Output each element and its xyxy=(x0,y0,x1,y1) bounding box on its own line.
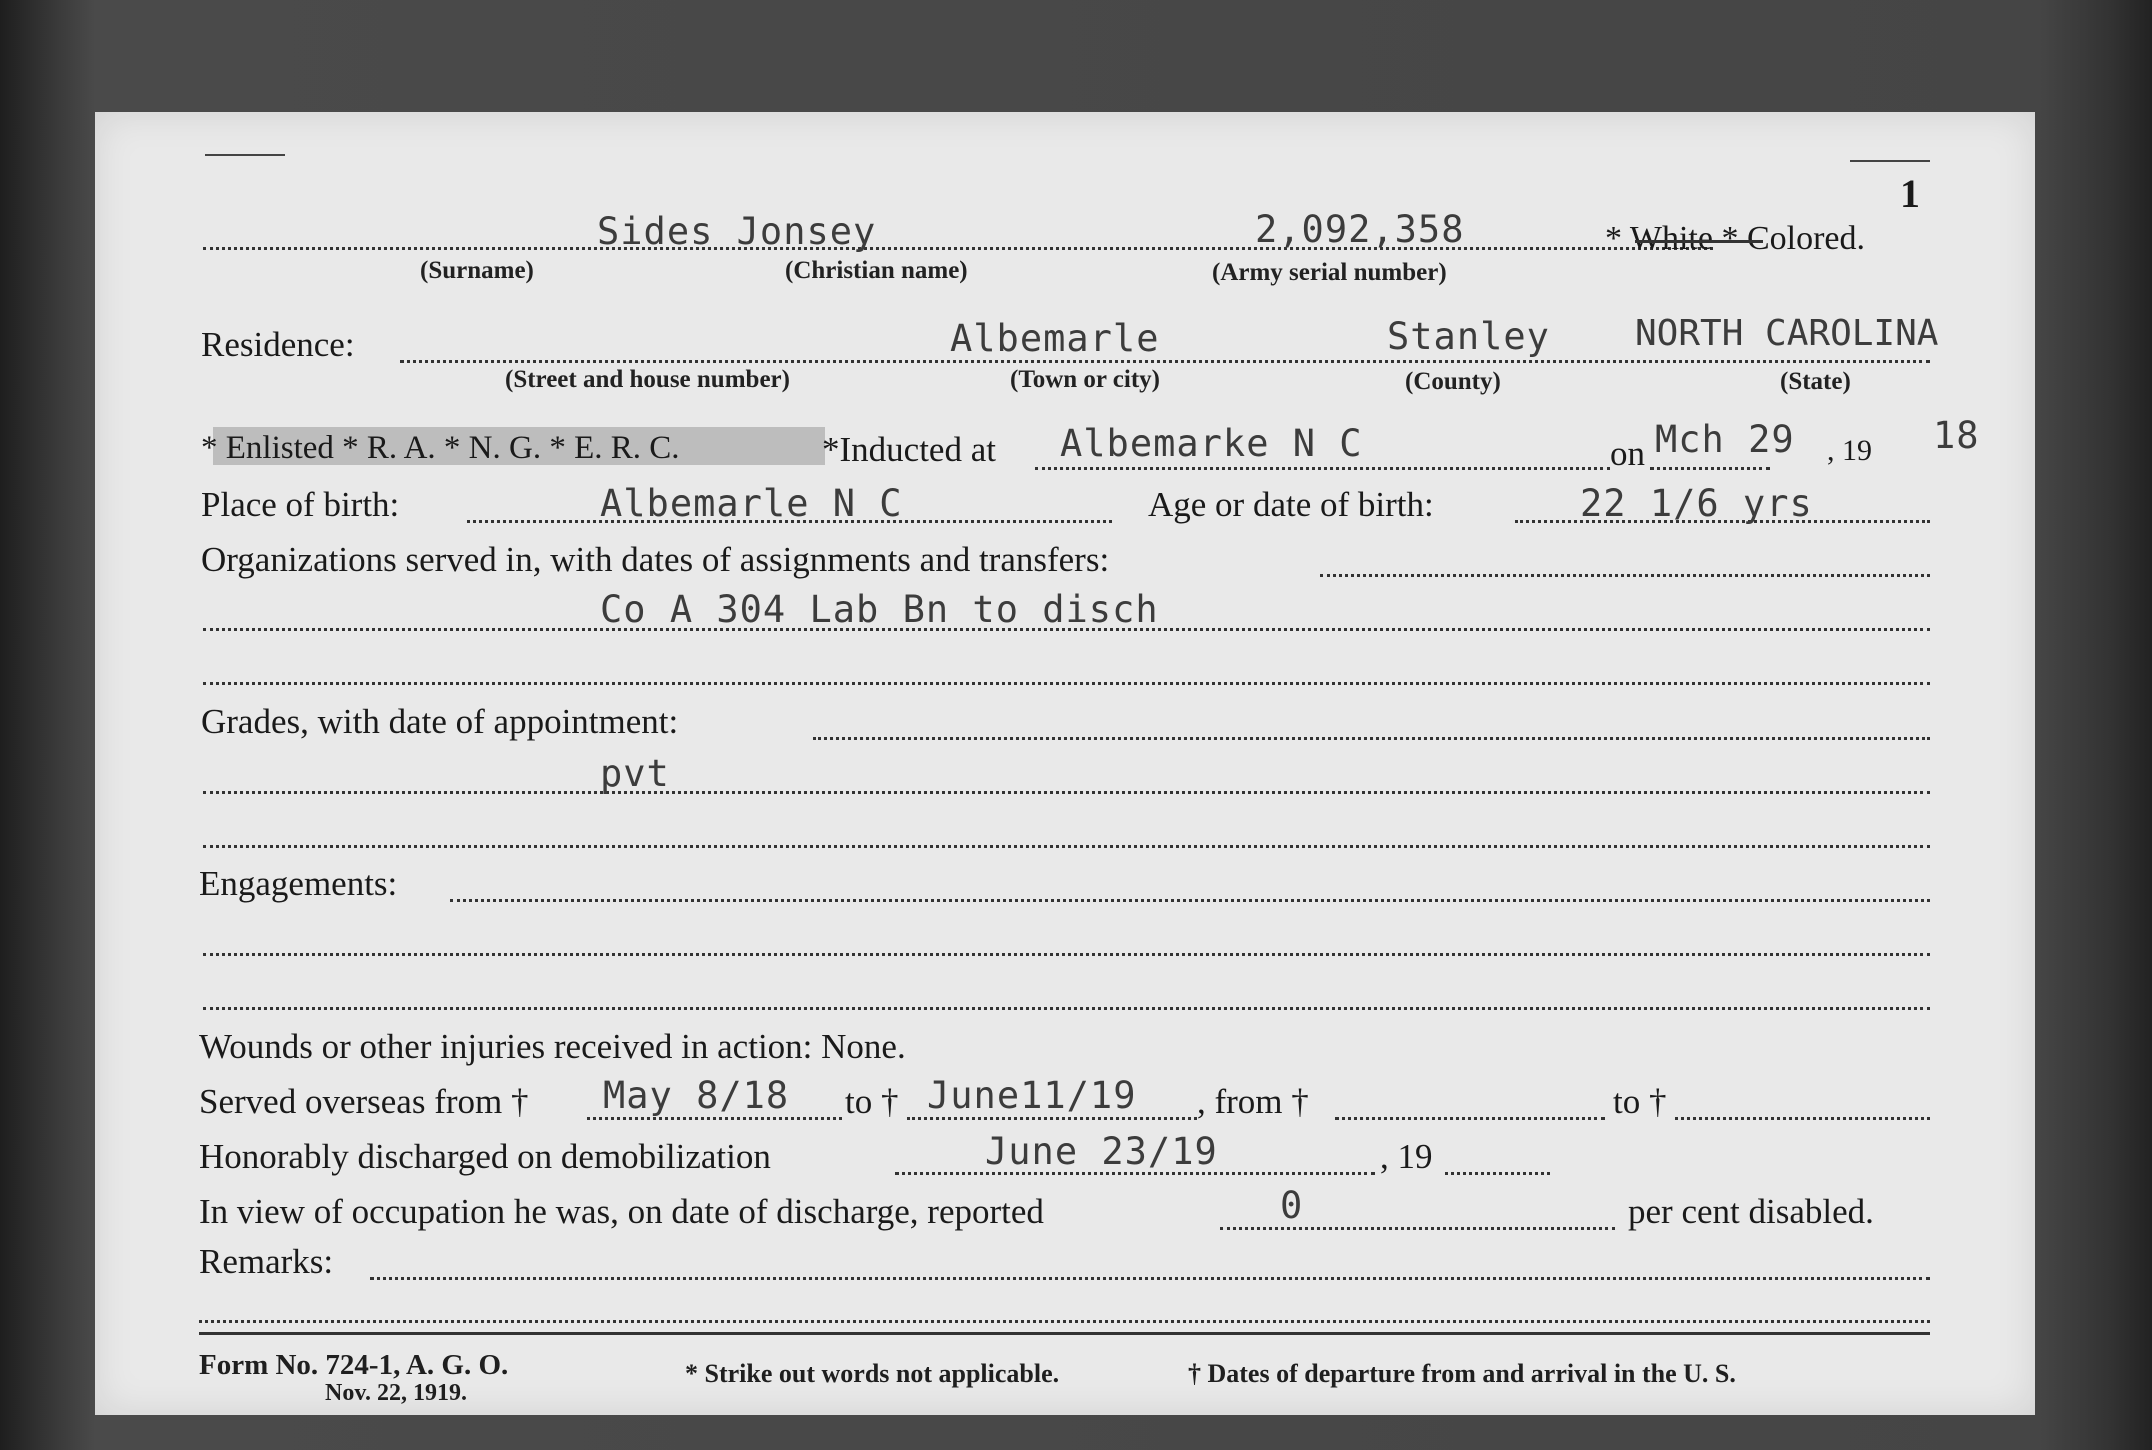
form-date: Nov. 22, 1919. xyxy=(325,1380,468,1406)
caption-serial: (Army serial number) xyxy=(1212,259,1447,286)
engagements-label: Engagements: xyxy=(199,864,398,903)
inducted-date: Mch 29 xyxy=(1655,418,1795,461)
caption-county: (County) xyxy=(1405,368,1501,395)
white-strikeout xyxy=(1635,240,1763,243)
disabled-line xyxy=(1220,1227,1615,1230)
residence-town: Albemarle xyxy=(950,317,1160,360)
inducted-year: 18 xyxy=(1933,414,1980,457)
dates-note: † Dates of departure from and arrival in the U. S. xyxy=(1188,1359,1736,1388)
grades-label: Grades, with date of appointment: xyxy=(201,702,679,741)
overseas-to-value: June11/19 xyxy=(927,1074,1137,1117)
grades-line-3 xyxy=(203,845,1930,848)
form-number: Form No. 724-1, A. G. O. xyxy=(199,1349,509,1381)
remarks-label: Remarks: xyxy=(199,1242,334,1281)
name-line xyxy=(203,247,1713,250)
occupation-label: In view of occupation he was, on date of discharge, reported xyxy=(199,1192,1044,1231)
overseas-label: Served overseas from † xyxy=(199,1082,529,1121)
from2-line xyxy=(1335,1117,1605,1120)
discharged-label: Honorably discharged on demobilization xyxy=(199,1137,771,1176)
age-value: 22 1/6 yrs xyxy=(1580,482,1813,525)
wounds-text: Wounds or other injuries received in action: None. xyxy=(199,1027,906,1066)
caption-surname: (Surname) xyxy=(420,257,534,284)
birth-place-value: Albemarle N C xyxy=(600,482,903,525)
engagements-line-2 xyxy=(203,953,1930,956)
card-number: 1 xyxy=(1900,171,1920,216)
serial-value: 2,092,358 xyxy=(1255,208,1465,251)
residence-line xyxy=(400,360,1930,363)
top-right-rule xyxy=(1850,160,1930,162)
top-left-rule xyxy=(205,154,285,156)
discharged-value: June 23/19 xyxy=(985,1130,1218,1173)
residence-label: Residence: xyxy=(201,325,355,364)
overseas-from-line xyxy=(587,1117,842,1120)
grades-value: pvt xyxy=(600,752,670,795)
from2-label: , from † xyxy=(1197,1082,1309,1121)
strike-note: * Strike out words not applicable. xyxy=(685,1359,1060,1388)
surname-value: Sides Jonsey xyxy=(597,210,877,253)
service-record-card xyxy=(95,112,2035,1415)
to2-label: to † xyxy=(1613,1082,1667,1121)
inducted-place: Albemarke N C xyxy=(1060,422,1363,465)
discharged-year: , 19 xyxy=(1380,1137,1433,1176)
caption-street: (Street and house number) xyxy=(505,366,790,393)
inducted-label: *Inducted at xyxy=(822,430,996,469)
age-label: Age or date of birth: xyxy=(1148,485,1434,524)
footer-rule xyxy=(199,1332,1930,1335)
to-label: to † xyxy=(845,1082,899,1121)
birth-place-label: Place of birth: xyxy=(201,485,400,524)
residence-state: NORTH CAROLINA xyxy=(1635,313,1939,354)
orgs-value: Co A 304 Lab Bn to disch xyxy=(600,588,1159,631)
year-prefix: , 19 xyxy=(1827,434,1872,467)
remarks-line-2 xyxy=(199,1320,1930,1323)
caption-christian: (Christian name) xyxy=(785,257,968,284)
caption-town: (Town or city) xyxy=(1010,366,1160,393)
caption-state: (State) xyxy=(1780,368,1851,395)
overseas-from-value: May 8/18 xyxy=(603,1074,790,1117)
disabled-suffix: per cent disabled. xyxy=(1628,1192,1874,1231)
overseas-to-line xyxy=(907,1117,1197,1120)
orgs-line-1 xyxy=(1320,574,1930,577)
grades-line-2 xyxy=(203,791,1930,794)
inducted-place-line xyxy=(1035,467,1610,470)
on-label: on xyxy=(1610,434,1645,473)
grades-line-1 xyxy=(813,737,1930,740)
enlisted-options: * Enlisted * R. A. * N. G. * E. R. C. xyxy=(201,430,680,466)
orgs-label: Organizations served in, with dates of assignments and transfers: xyxy=(201,540,1110,579)
inducted-date-line xyxy=(1650,467,1770,470)
orgs-line-3 xyxy=(203,682,1930,685)
disabled-value: 0 xyxy=(1280,1184,1304,1227)
race-options: * White * Colored. xyxy=(1605,220,1865,257)
engagements-line-3 xyxy=(203,1007,1930,1010)
engagements-line-1 xyxy=(450,899,1930,902)
to2-line xyxy=(1675,1117,1930,1120)
discharged-year-line xyxy=(1445,1172,1550,1175)
remarks-line-1 xyxy=(370,1277,1930,1280)
residence-county: Stanley xyxy=(1387,315,1550,358)
